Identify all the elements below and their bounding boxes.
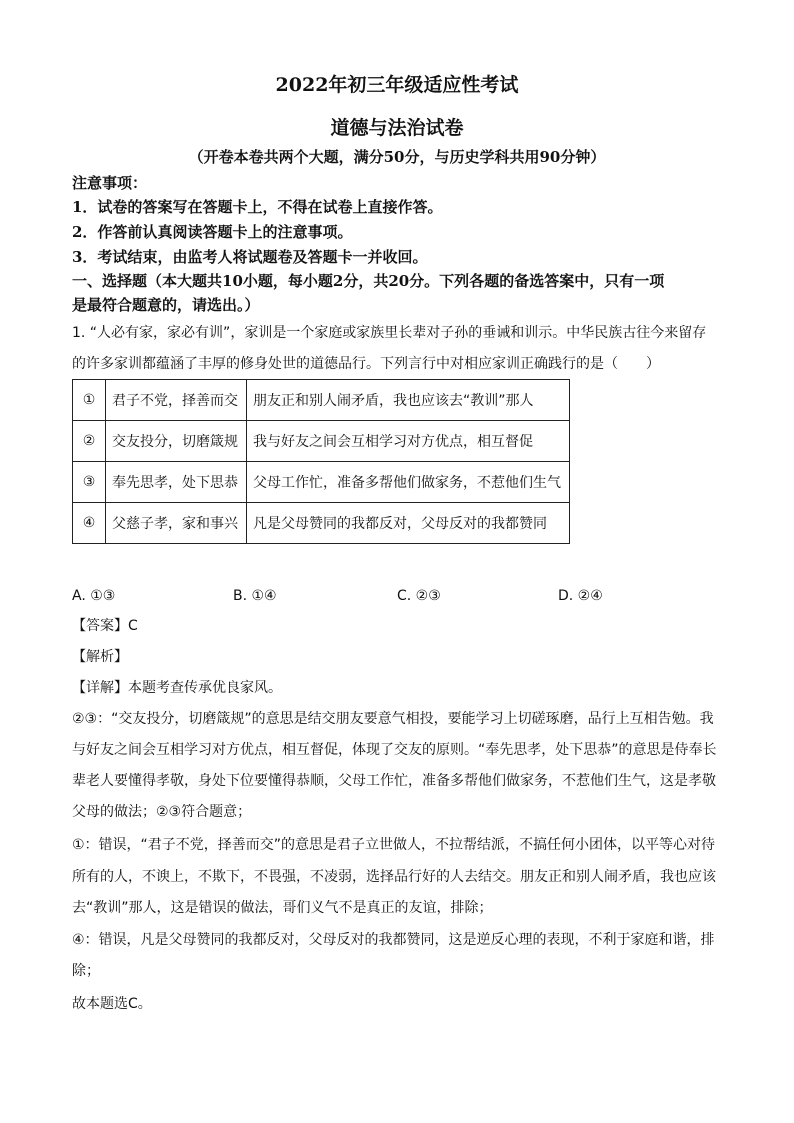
- notice-item: 2．作答前认真阅读答题卡上的注意事项。: [72, 223, 353, 241]
- explanation-line: ②③：“交友投分，切磨箴规”的意思是结交朋友要意气相投，要能学习上切磋琢磨，品行上互相告勉。我: [72, 711, 714, 727]
- behavior: 我与好友之间会互相学习对方优点，相互督促: [247, 421, 570, 462]
- explanation-line: ④：错误，凡是父母赞同的我都反对，父母反对的我都赞同，这是逆反心理的表现，不利于家庭和谐，排: [72, 932, 715, 948]
- explanation-line: 所有的人，不谀上，不欺下，不畏强，不凌弱，选择品行好的人去结交。朋友正和别人闹矛盾，我也应该: [72, 869, 716, 885]
- family-motto: 父慈子孝，家和事兴: [106, 503, 247, 544]
- table-row: [73, 503, 570, 544]
- exam-subject: 道德与法治试卷: [330, 117, 464, 139]
- choice-b: B. ①④: [233, 588, 277, 604]
- behavior: 凡是父母赞同的我都反对，父母反对的我都赞同: [247, 503, 570, 544]
- section-heading: 一、选择题（本大题共10小题，每小题2分，共20分。下列各题的备选答案中，只有一项: [72, 272, 665, 290]
- explanation-line: 与好友之间会互相学习对方优点，相互督促，体现了交友的原则。“奉先思孝，处下思恭”的意思是侍奉长: [72, 742, 717, 758]
- behavior: 朋友正和别人闹矛盾，我也应该去“教训”那人: [247, 380, 570, 421]
- row-number: ②: [73, 421, 106, 462]
- detail-line: 【详解】本题考查传承优良家风。: [72, 680, 282, 696]
- family-motto: 君子不党，择善而交: [106, 380, 247, 421]
- choice-c: C. ②③: [397, 588, 441, 604]
- notice-item: 3．考试结束，由监考人将试题卷及答题卡一并收回。: [72, 248, 428, 266]
- exam-note: （开卷本卷共两个大题，满分50分，与历史学科共用90分钟）: [188, 148, 606, 166]
- row-number: ①: [73, 380, 106, 421]
- analysis-label: 【解析】: [72, 649, 128, 665]
- notice-item: 1．试卷的答案写在答题卡上，不得在试卷上直接作答。: [72, 198, 443, 216]
- family-motto: 交友投分，切磨箴规: [106, 421, 247, 462]
- table-row: [73, 380, 570, 421]
- notice-heading: 注意事项：: [72, 174, 148, 192]
- section-heading-cont: 是最符合题意的，请选出。）: [72, 296, 260, 314]
- choice-d: D. ②④: [558, 588, 603, 604]
- choice-a: A. ①③: [72, 588, 116, 604]
- explanation-line: ①：错误，“君子不党，择善而交”的意思是君子立世做人，不拉帮结派，不搞任何小团体，以平等心对待: [72, 837, 716, 853]
- explanation-line: 父母的做法；②③符合题意；: [72, 804, 252, 820]
- explanation-line: 去“教训”那人，这是错误的做法，哥们义气不是真正的友谊，排除；: [72, 900, 493, 916]
- family-motto: 奉先思孝，处下思恭: [106, 462, 247, 503]
- explanation-line: 辈老人要懂得孝敬，身处下位要懂得恭顺，父母工作忙，准备多帮他们做家务，不惹他们生气，这是孝敬: [72, 773, 716, 789]
- conclusion-line: 故本题选C。: [72, 996, 152, 1012]
- table-row: [73, 462, 570, 503]
- explanation-line: 除；: [72, 963, 100, 979]
- behavior: 父母工作忙，准备多帮他们做家务，不惹他们生气: [247, 462, 570, 503]
- question-stem-cont: 的许多家训都蕴涵了丰厚的修身处世的道德品行。下列言行中对相应家训正确践行的是（ ）: [72, 356, 660, 372]
- options-table: [72, 379, 570, 544]
- exam-title: 2022年初三年级适应性考试: [275, 74, 519, 96]
- answer-line: 【答案】C: [72, 618, 138, 634]
- row-number: ③: [73, 462, 106, 503]
- table-row: [73, 421, 570, 462]
- question-stem: 1. “人必有家，家必有训”，家训是一个家庭或家族里长辈对子孙的垂诫和训示。中华民族古往今来留存: [72, 325, 707, 341]
- row-number: ④: [73, 503, 106, 544]
